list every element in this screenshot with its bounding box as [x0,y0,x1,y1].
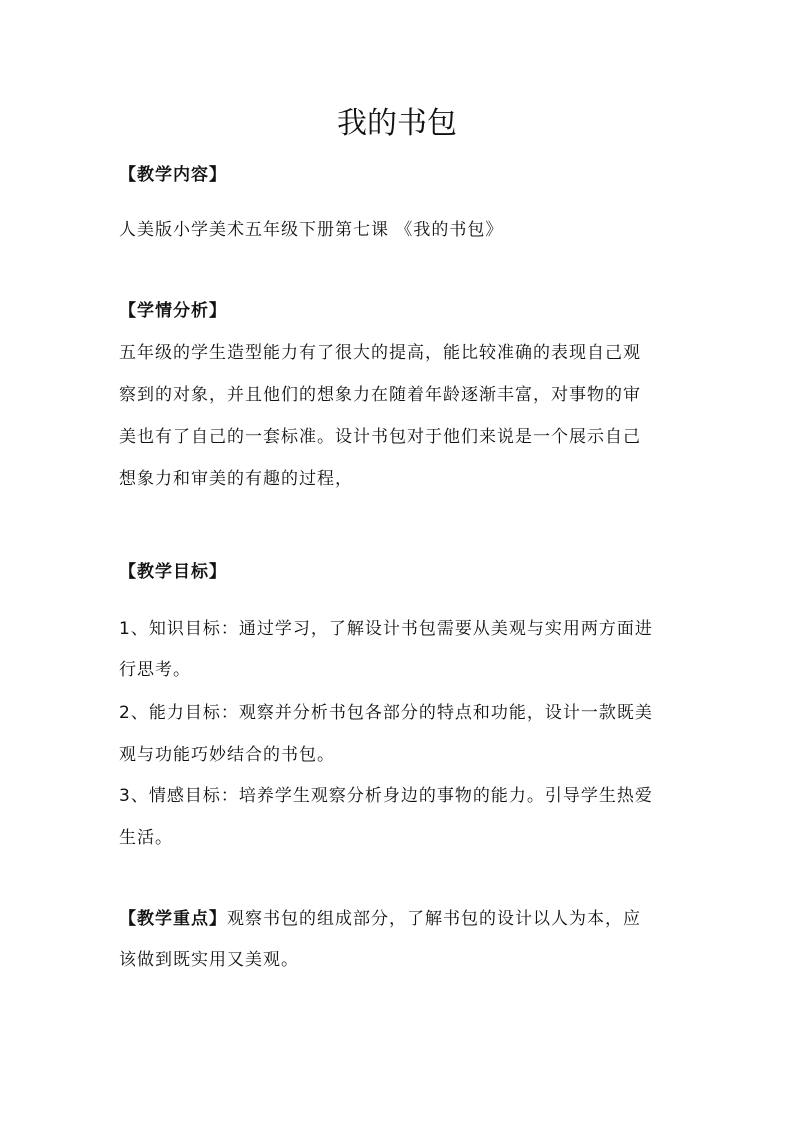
analysis-line: 美也有了自己的一套标准。设计书包对于他们来说是一个展示自己 [119,427,641,447]
goal-line: 3、情感目标：培养学生观察分析身边的事物的能力。引导学生热爱 [119,786,653,806]
goal-line: 生活。 [119,828,173,848]
section-heading-analysis: 【学情分析】 [119,301,227,321]
analysis-line: 察到的对象，并且他们的想象力在随着年龄逐渐丰富，对事物的审 [119,385,641,405]
key-points-paragraph [119,904,641,929]
goal-line: 1、知识目标：通过学习，了解设计书包需要从美观与实用两方面进 [119,619,653,639]
analysis-line: 想象力和审美的有趣的过程， [119,469,353,489]
goal-line: 行思考。 [119,660,191,680]
section-heading-goals: 【教学目标】 [119,562,227,582]
goal-line: 2、能力目标：观察并分析书包各部分的特点和功能，设计一款既美 [119,703,653,723]
content-text: 人美版小学美术五年级下册第七课 《我的书包》 [119,220,504,240]
analysis-line: 五年级的学生造型能力有了很大的提高，能比较准确的表现自己观 [119,343,641,363]
goal-line: 观与功能巧妙结合的书包。 [119,745,335,765]
section-heading-content: 【教学内容】 [119,165,227,185]
section-heading-key-points: 【教学重点】 [119,909,227,929]
key-points-line: 该做到既实用又美观。 [119,950,299,970]
document-title: 我的书包 [337,106,457,141]
key-points-line: 观察书包的组成部分，了解书包的设计以人为本，应 [227,909,641,929]
